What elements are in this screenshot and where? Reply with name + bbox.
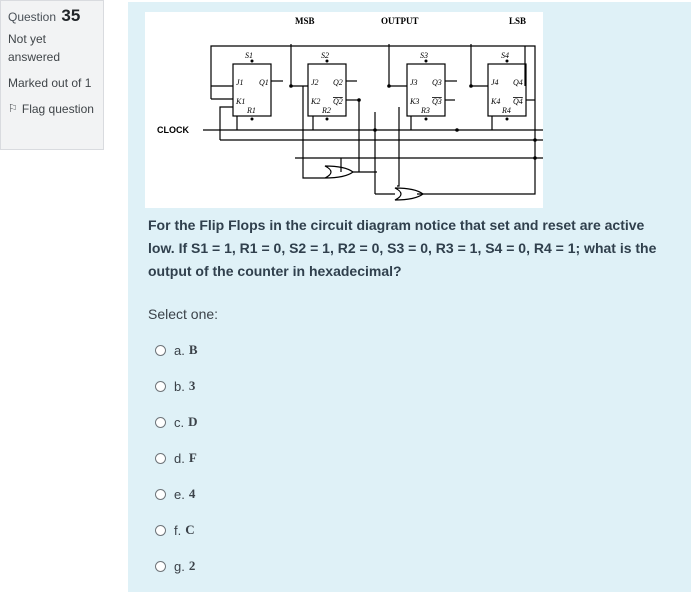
radio-d[interactable] [155, 453, 166, 464]
flag-icon: ⚐ [8, 103, 18, 115]
radio-g[interactable] [155, 561, 166, 572]
option-e[interactable]: e. 4 [155, 476, 198, 512]
radio-e[interactable] [155, 489, 166, 500]
question-info-panel [0, 0, 104, 150]
ff2-j-label: J2 [311, 78, 319, 87]
ff4-q-label: Q4 [513, 78, 523, 87]
clock-label: CLOCK [157, 125, 189, 135]
ff2-k-label: K2 [311, 97, 321, 106]
question-state: Not yet answered [8, 32, 61, 64]
ff1-j-label: J1 [236, 78, 244, 87]
radio-a[interactable] [155, 345, 166, 356]
option-c[interactable]: c. D [155, 404, 198, 440]
ff3-j-label: J3 [410, 78, 418, 87]
question-content [128, 2, 691, 592]
option-f[interactable]: f. C [155, 512, 198, 548]
lsb-label: LSB [509, 16, 527, 26]
msb-label: MSB [295, 16, 315, 26]
ff4-k-label: K4 [491, 97, 501, 106]
option-b[interactable]: b. 3 [155, 368, 198, 404]
answer-options [155, 332, 198, 584]
ff2-qbar-label: Q2 [333, 97, 343, 106]
radio-b[interactable] [155, 381, 166, 392]
ff1-r-label: R1 [247, 106, 256, 115]
output-label: OUTPUT [381, 16, 419, 26]
ff1-s-label: S1 [245, 51, 253, 60]
radio-f[interactable] [155, 525, 166, 536]
ff3-s-label: S3 [420, 51, 428, 60]
flag-question-button[interactable] [8, 100, 96, 118]
ff2-r-label: R2 [322, 106, 331, 115]
ff3-k-label: K3 [410, 97, 420, 106]
flag-question-label: Flag question [21, 102, 94, 116]
option-d[interactable]: d. F [155, 440, 198, 476]
ff1-q-label: Q1 [259, 78, 269, 87]
ff4-j-label: J4 [491, 78, 499, 87]
ff3-qbar-label: Q3 [432, 97, 442, 106]
ff3-q-label: Q3 [432, 78, 442, 87]
option-g[interactable]: g. 2 [155, 548, 198, 584]
ff4-qbar-label: Q4 [513, 97, 523, 106]
ff2-s-label: S2 [321, 51, 329, 60]
circuit-diagram [145, 12, 543, 208]
question-grade: Marked out of 1 [8, 76, 92, 90]
question-number: Question 35 [8, 6, 81, 25]
ff3-r-label: R3 [421, 106, 430, 115]
question-text: For the Flip Flops in the circuit diagram notice that set and reset are active low. If S1 = 1, R1 = 0, S2 = 1, R2 = 0, S3 = 0, R3 = 1, S4 = 0, R4 = 1; what is the output of the counter in hexadecimal? [148, 217, 657, 279]
radio-c[interactable] [155, 417, 166, 428]
ff4-r-label: R4 [502, 106, 511, 115]
select-one-label: Select one: [148, 306, 219, 322]
ff4-s-label: S4 [501, 51, 509, 60]
ff1-k-label: K1 [236, 97, 246, 106]
option-a[interactable]: a. B [155, 332, 198, 368]
ff2-q-label: Q2 [333, 78, 343, 87]
